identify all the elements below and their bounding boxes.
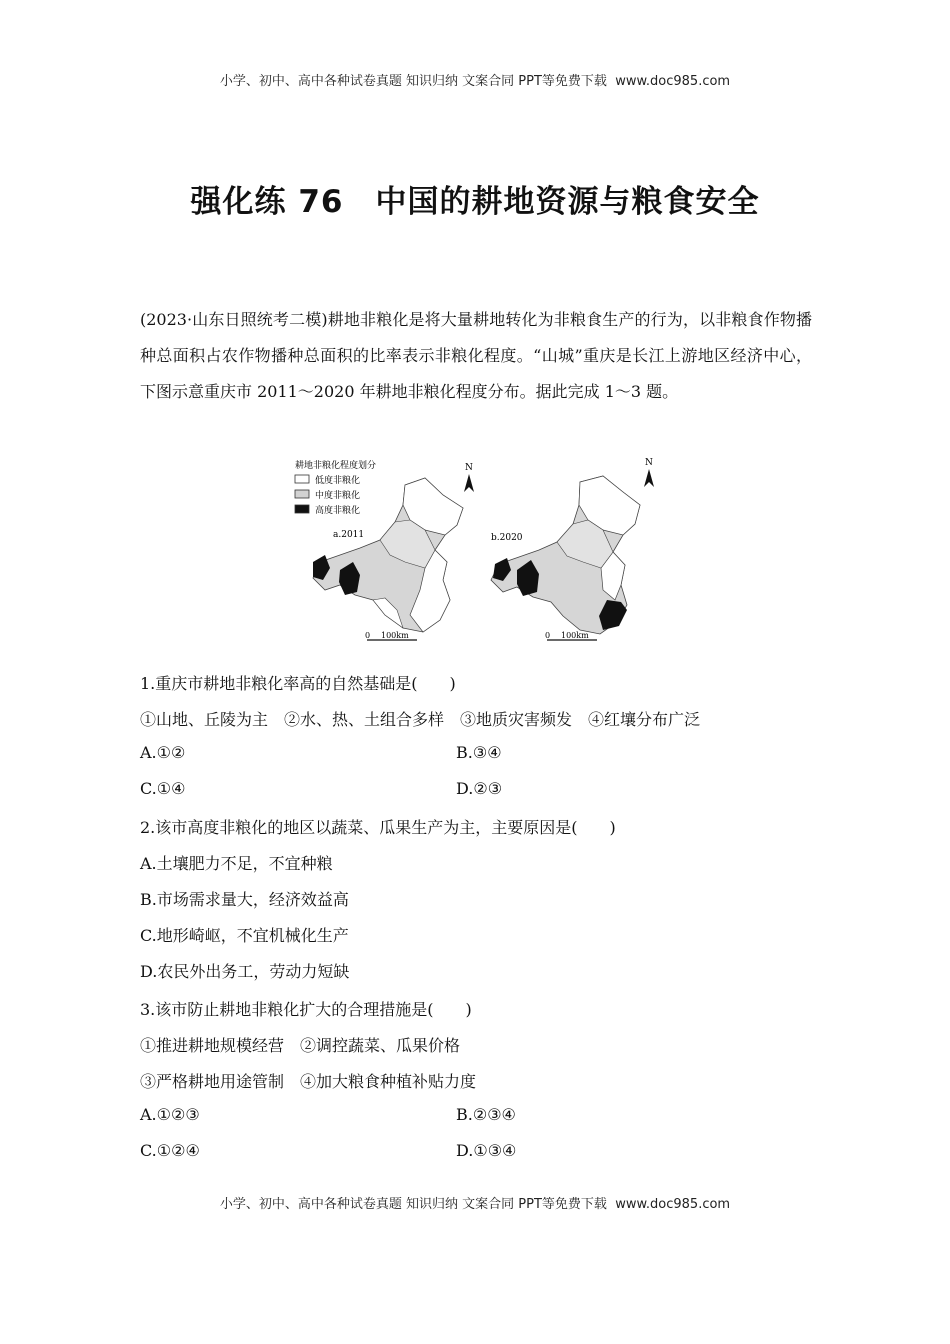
question-3-option-b[interactable]: B.②③④ (456, 1105, 516, 1124)
question-3-items-line-1: ①推进耕地规模经营 ②调控蔬菜、瓜果价格 (140, 1036, 461, 1055)
page-title: 强化练 76 中国的耕地资源与粮食安全 (190, 184, 760, 220)
map-b-label: b.2020 (491, 533, 523, 543)
question-2-stem: 2.该市高度非粮化的地区以蔬菜、瓜果生产为主，主要原因是( ) (140, 818, 616, 837)
question-3-option-d[interactable]: D.①③④ (456, 1141, 517, 1160)
legend-swatch-low (295, 475, 309, 483)
page-footer (0, 1193, 950, 1212)
question-3-option-a[interactable]: A.①②③ (140, 1105, 200, 1124)
question-2-option-b[interactable]: B.市场需求量大，经济效益高 (140, 890, 349, 909)
question-3-option-c[interactable]: C.①②④ (140, 1141, 200, 1160)
legend-swatch-high (295, 505, 309, 513)
legend-high: 高度非粮化 (315, 506, 361, 516)
north-arrow-icon (644, 469, 654, 487)
chongqing-maps-figure (285, 450, 665, 650)
question-1-option-b[interactable]: B.③④ (456, 743, 502, 762)
question-1-option-d[interactable]: D.②③ (456, 779, 503, 798)
question-1-option-a[interactable]: A.①② (140, 743, 186, 762)
north-arrow-icon (464, 474, 474, 492)
question-1-items: ①山地、丘陵为主 ②水、热、土组合多样 ③地质灾害频发 ④红壤分布广泛 (140, 710, 701, 729)
footer-url[interactable]: www.doc985.com (615, 1197, 731, 1212)
legend-title: 耕地非粮化程度划分 (295, 461, 377, 471)
question-2-option-a[interactable]: A.土壤肥力不足，不宜种粮 (140, 854, 333, 873)
header-text: 小学、初中、高中各种试卷真题 知识归纳 文案合同 PPT等免费下载 (219, 74, 607, 89)
north-label-b: N (645, 458, 653, 468)
question-2-option-d[interactable]: D.农民外出务工，劳动力短缺 (140, 962, 350, 981)
scale-zero-b: 0 (545, 631, 551, 640)
north-label-a: N (465, 463, 473, 473)
scale-zero-a: 0 (365, 631, 371, 640)
intro-paragraph: (2023·山东日照统考二模)耕地非粮化是将大量耕地转化为非粮食生产的行为，以非粮食作物播种总面积占农作物播种总面积的比率表示非粮化程度。“山城”重庆是长江上游地区经济中心，下图示意重庆市 2011～2020 年耕地非粮化程度分布。据此完成 1～3 题。 (140, 310, 812, 401)
footer-text: 小学、初中、高中各种试卷真题 知识归纳 文案合同 PPT等免费下载 (219, 1197, 607, 1212)
scale-value-b: 100km (561, 631, 589, 640)
map-2020 (491, 458, 654, 640)
question-1-stem: 1.重庆市耕地非粮化率高的自然基础是( ) (140, 674, 456, 693)
page-header (0, 70, 950, 89)
map-2011 (313, 463, 474, 640)
legend-mid: 中度非粮化 (315, 491, 361, 501)
question-3-items-line-2: ③严格耕地用途管制 ④加大粮食种植补贴力度 (140, 1072, 477, 1091)
header-url[interactable]: www.doc985.com (615, 74, 731, 89)
question-3-stem: 3.该市防止耕地非粮化扩大的合理措施是( ) (140, 1000, 472, 1019)
legend-swatch-mid (295, 490, 309, 498)
question-1-option-c[interactable]: C.①④ (140, 779, 186, 798)
question-2-option-c[interactable]: C.地形崎岖，不宜机械化生产 (140, 926, 349, 945)
legend-low: 低度非粮化 (315, 476, 361, 486)
scale-value-a: 100km (381, 631, 409, 640)
map-a-label: a.2011 (333, 530, 365, 540)
